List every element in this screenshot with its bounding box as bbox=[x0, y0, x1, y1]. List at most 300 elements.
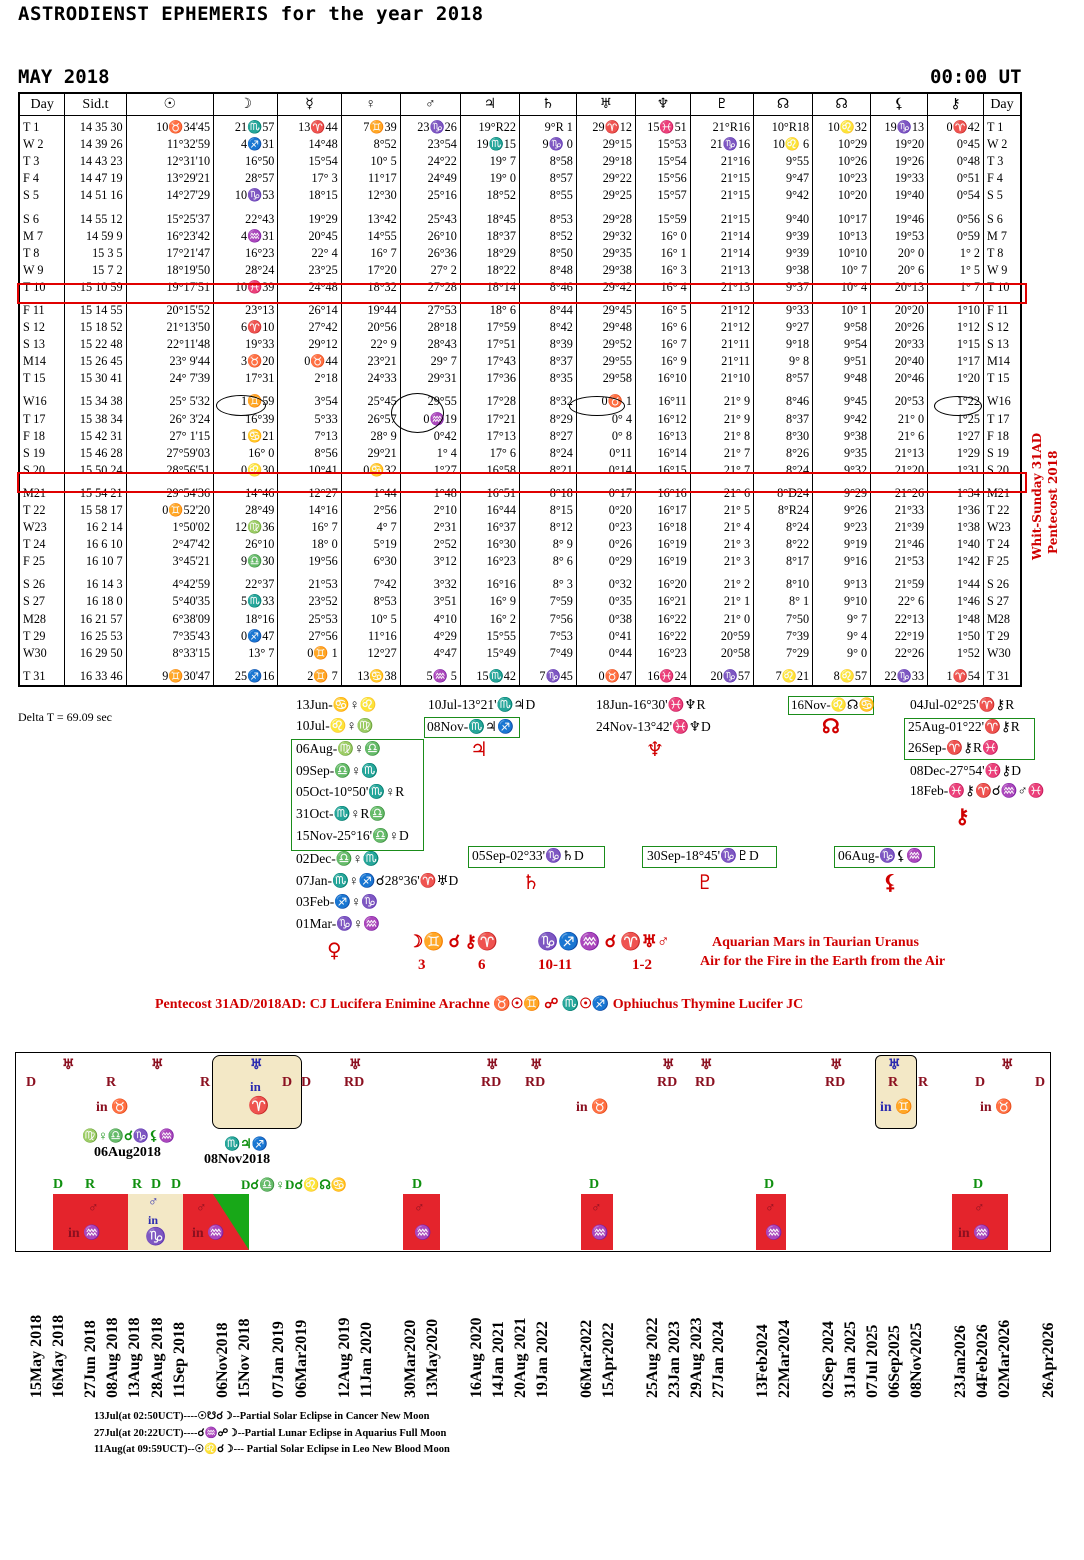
table-cell: 8°44 bbox=[519, 296, 576, 319]
venus-note-1: 13Jun-♋♀♌ bbox=[296, 697, 377, 712]
table-cell: 29°58 bbox=[576, 370, 635, 387]
table-cell: 9°29 bbox=[813, 479, 871, 502]
table-cell: 16°20 bbox=[635, 570, 690, 593]
table-cell: 27° 2 bbox=[400, 262, 460, 279]
table-cell: 5♏33 bbox=[214, 593, 278, 610]
table-cell: 27°53 bbox=[400, 296, 460, 319]
table-cell: 29°45 bbox=[576, 296, 635, 319]
table-cell: S 5 bbox=[19, 187, 65, 204]
chiron-after-2: 18Feb-♓⚷♈☌♒♂♓ bbox=[910, 783, 1045, 798]
table-cell: 22♑33 bbox=[871, 662, 928, 686]
table-cell: 15°57 bbox=[635, 187, 690, 204]
retro-label: R bbox=[918, 1075, 929, 1090]
table-cell: 15 14 55 bbox=[65, 296, 126, 319]
table-cell: 1°25 bbox=[928, 411, 984, 428]
table-cell: 9°32 bbox=[813, 462, 871, 479]
date-text: 06Sep2025 bbox=[886, 1325, 903, 1398]
table-cell: 27°56 bbox=[278, 628, 341, 645]
date-label bbox=[293, 1298, 313, 1398]
table-cell: 16°58 bbox=[460, 462, 519, 479]
eclipse-3: 11Aug(at 09:59UCT)--☉♌☌☽--- Partial Solar Eclipse in Leo New Blood Moon bbox=[94, 1444, 450, 1455]
table-row bbox=[19, 353, 1021, 370]
table-cell: 29°38 bbox=[576, 262, 635, 279]
date-text: 15Nov 2018 bbox=[236, 1318, 253, 1398]
table-cell: M28 bbox=[983, 611, 1021, 628]
table-cell: 15♓51 bbox=[635, 116, 690, 137]
table-cell: 16 29 50 bbox=[65, 645, 126, 662]
table-cell: 14 43 23 bbox=[65, 153, 126, 170]
table-cell: 8°24 bbox=[754, 462, 813, 479]
table-cell: T 8 bbox=[19, 245, 65, 262]
table-cell: 29°12 bbox=[278, 336, 341, 353]
column-header: ☽ bbox=[214, 93, 278, 116]
table-cell: 16°50 bbox=[214, 153, 278, 170]
table-cell: 9°38 bbox=[813, 428, 871, 445]
venus-note-2: 10Jul-♌♀♍ bbox=[296, 718, 374, 733]
date-text: 19Jan 2022 bbox=[534, 1321, 551, 1398]
table-cell: 8° 9 bbox=[519, 536, 576, 553]
table-cell: 10♌32 bbox=[813, 116, 871, 137]
table-cell: 19°40 bbox=[871, 187, 928, 204]
column-header: ⚸ bbox=[871, 93, 928, 116]
table-cell: 21°20 bbox=[871, 462, 928, 479]
table-cell: W16 bbox=[983, 387, 1021, 410]
table-cell: 9°47 bbox=[754, 170, 813, 187]
table-cell: 8°18 bbox=[519, 479, 576, 502]
mars-d: D bbox=[151, 1177, 162, 1192]
date-label bbox=[424, 1298, 444, 1398]
table-cell: 20°45 bbox=[278, 228, 341, 245]
pluto-icon: ♇ bbox=[696, 870, 714, 894]
table-cell: 1°48 bbox=[400, 479, 460, 502]
table-cell: 0°38 bbox=[576, 611, 635, 628]
table-cell: 17°21 bbox=[460, 411, 519, 428]
in-aquarius: in ♒ bbox=[192, 1226, 225, 1241]
mars-icon: ♂ bbox=[974, 1201, 985, 1216]
column-header: ♄ bbox=[519, 93, 576, 116]
mars-icon: ♂ bbox=[88, 1201, 99, 1216]
table-cell: 4° 7 bbox=[341, 519, 400, 536]
table-cell: 8°55 bbox=[519, 187, 576, 204]
column-header: ☊ bbox=[754, 93, 813, 116]
table-cell: 1°34 bbox=[928, 479, 984, 502]
table-cell: 6°30 bbox=[341, 553, 400, 570]
table-cell: 21°15 bbox=[690, 204, 753, 227]
mars-d: D bbox=[412, 1177, 423, 1192]
column-header: Day bbox=[983, 93, 1021, 116]
table-cell: 16°14 bbox=[635, 445, 690, 462]
chiron-box-1: 25Aug-01°22'♈⚷R bbox=[908, 719, 1020, 734]
table-cell: 12°27 bbox=[341, 645, 400, 662]
venus-after-4: 01Mar-♑♀♒ bbox=[296, 916, 380, 931]
table-cell: 27°42 bbox=[278, 319, 341, 336]
date-label bbox=[82, 1298, 102, 1398]
table-cell: 17°43 bbox=[460, 353, 519, 370]
table-cell: 17°28 bbox=[460, 387, 519, 410]
column-header: ♃ bbox=[460, 93, 519, 116]
table-cell: T 1 bbox=[983, 116, 1021, 137]
table-cell: 9°55 bbox=[754, 153, 813, 170]
table-cell: F 18 bbox=[983, 428, 1021, 445]
table-cell: 9°39 bbox=[754, 245, 813, 262]
saturn-box-text: 05Sep-02°33'♑♄D bbox=[472, 848, 584, 863]
date-label bbox=[214, 1298, 234, 1398]
table-row bbox=[19, 170, 1021, 187]
table-cell: T 31 bbox=[19, 662, 65, 686]
whitsun-line-1: Whit-Sunday 31AD bbox=[1030, 432, 1044, 560]
uranus-icon: ♅ bbox=[151, 1058, 164, 1073]
table-cell: 10°20 bbox=[813, 187, 871, 204]
table-cell: 9° 7 bbox=[813, 611, 871, 628]
table-row bbox=[19, 628, 1021, 645]
whitsun-line-2: Pentecost 2018 bbox=[1046, 450, 1060, 554]
table-row bbox=[19, 153, 1021, 170]
in-label: in bbox=[148, 1213, 159, 1227]
table-cell: 2°56 bbox=[341, 502, 400, 519]
aquarius-icon: ♒ bbox=[765, 1226, 783, 1241]
table-cell: 22° 6 bbox=[871, 593, 928, 610]
table-cell: 7°42 bbox=[341, 570, 400, 593]
table-row bbox=[19, 319, 1021, 336]
rd-label: RD bbox=[825, 1075, 846, 1090]
table-cell: M21 bbox=[19, 479, 65, 502]
table-cell: 4°42'59 bbox=[126, 570, 214, 593]
table-cell: 14°55 bbox=[341, 228, 400, 245]
table-cell: 14 39 26 bbox=[65, 136, 126, 153]
table-cell: 1°15 bbox=[928, 336, 984, 353]
table-cell: 10° 5 bbox=[341, 611, 400, 628]
table-cell: 20°53 bbox=[871, 387, 928, 410]
table-cell: F 4 bbox=[19, 170, 65, 187]
rd-label: RD bbox=[695, 1075, 716, 1090]
venus-after-1: 02Dec-♎♀♏ bbox=[296, 851, 380, 866]
table-cell: 7°50 bbox=[754, 611, 813, 628]
table-row bbox=[19, 593, 1021, 610]
table-cell: 1♊59 bbox=[214, 387, 278, 410]
table-cell: 7°29 bbox=[754, 645, 813, 662]
date-text: 29Aug 2023 bbox=[688, 1317, 705, 1398]
table-cell: 19°29 bbox=[278, 204, 341, 227]
table-cell: 10°26 bbox=[813, 153, 871, 170]
table-cell: 11°17 bbox=[341, 170, 400, 187]
table-cell: 15 7 2 bbox=[65, 262, 126, 279]
table-cell: 1° 4 bbox=[400, 445, 460, 462]
page-title: ASTRODIENST EPHEMERIS for the year 2018 bbox=[18, 3, 484, 25]
table-cell: 21°12 bbox=[690, 296, 753, 319]
table-cell: 21°14 bbox=[690, 245, 753, 262]
table-cell: 24°48 bbox=[278, 279, 341, 296]
table-cell: 10♉34'45 bbox=[126, 116, 214, 137]
table-cell: 9°42 bbox=[813, 411, 871, 428]
table-cell: 3°54 bbox=[278, 387, 341, 410]
column-header: Sid.t bbox=[65, 93, 126, 116]
table-cell: 20° 0 bbox=[871, 245, 928, 262]
table-cell: 9°51 bbox=[813, 353, 871, 370]
table-cell: 21°13 bbox=[690, 279, 753, 296]
table-cell: 6♈10 bbox=[214, 319, 278, 336]
table-cell: 3°51 bbox=[400, 593, 460, 610]
table-cell: 16° 1 bbox=[635, 245, 690, 262]
month-label: MAY 2018 bbox=[18, 66, 110, 88]
table-cell: 1° 5 bbox=[928, 262, 984, 279]
table-cell: 8°24 bbox=[519, 445, 576, 462]
rd-label: RD bbox=[657, 1075, 678, 1090]
table-cell: T 24 bbox=[983, 536, 1021, 553]
date-label bbox=[974, 1298, 994, 1398]
in-aquarius: in ♒ bbox=[68, 1226, 101, 1241]
table-cell: T 10 bbox=[19, 279, 65, 296]
column-header: ⚷ bbox=[928, 93, 984, 116]
table-cell: 8°29 bbox=[519, 411, 576, 428]
column-header: ☊ bbox=[813, 93, 871, 116]
table-cell: 23°25 bbox=[278, 262, 341, 279]
table-cell: 8°46 bbox=[519, 279, 576, 296]
table-cell: 7°13 bbox=[278, 428, 341, 445]
table-row bbox=[19, 570, 1021, 593]
table-cell: 8°42 bbox=[519, 319, 576, 336]
date-text: 15May 2018 bbox=[28, 1314, 45, 1398]
table-cell: 0°32 bbox=[576, 570, 635, 593]
table-row bbox=[19, 279, 1021, 296]
table-cell: 1°17 bbox=[928, 353, 984, 370]
date-text: 13Feb2024 bbox=[754, 1324, 771, 1398]
table-cell: 21♑16 bbox=[690, 136, 753, 153]
retro-label: R bbox=[106, 1075, 117, 1090]
table-cell: 20°58 bbox=[690, 645, 753, 662]
table-cell: 29♈12 bbox=[576, 116, 635, 137]
table-cell: 2°47'42 bbox=[126, 536, 214, 553]
table-cell: 16 25 53 bbox=[65, 628, 126, 645]
table-cell: F 25 bbox=[983, 553, 1021, 570]
table-cell: 22°19 bbox=[871, 628, 928, 645]
table-cell: 7°56 bbox=[519, 611, 576, 628]
rd-label: RD bbox=[344, 1075, 365, 1090]
table-cell: 16°23 bbox=[635, 645, 690, 662]
table-cell: 17° 6 bbox=[460, 445, 519, 462]
table-cell: 1°44 bbox=[928, 570, 984, 593]
table-cell: 26°57 bbox=[341, 411, 400, 428]
table-cell: 14 59 9 bbox=[65, 228, 126, 245]
table-cell: 19°26 bbox=[871, 153, 928, 170]
table-cell: 9°27 bbox=[754, 319, 813, 336]
mars-icon: ♂ bbox=[591, 1201, 602, 1216]
table-cell: 18°14 bbox=[460, 279, 519, 296]
uranus-icon: ♅ bbox=[700, 1058, 713, 1073]
table-cell: 11°16 bbox=[341, 628, 400, 645]
table-cell: 8°35 bbox=[519, 370, 576, 387]
mars-r: R bbox=[132, 1177, 143, 1192]
table-cell: 8°53 bbox=[341, 593, 400, 610]
venus-box-2: 09Sep-♎♀♏ bbox=[296, 763, 378, 778]
table-cell: 1°50'02 bbox=[126, 519, 214, 536]
table-cell: 0°23 bbox=[576, 519, 635, 536]
table-cell: 16 33 46 bbox=[65, 662, 126, 686]
table-cell: 5°19 bbox=[341, 536, 400, 553]
table-cell: 19°17'51 bbox=[126, 279, 214, 296]
uranus-icon: ♅ bbox=[486, 1058, 499, 1073]
table-cell: 10° 1 bbox=[813, 296, 871, 319]
chiron-note-1: 04Jul-02°25'♈⚷R bbox=[910, 697, 1015, 712]
table-cell: 16° 9 bbox=[460, 593, 519, 610]
table-cell: 16°39 bbox=[214, 411, 278, 428]
table-cell: 9°18 bbox=[754, 336, 813, 353]
table-row bbox=[19, 411, 1021, 428]
mars-d: D bbox=[171, 1177, 182, 1192]
table-cell: 9°33 bbox=[754, 296, 813, 319]
table-cell: S 5 bbox=[983, 187, 1021, 204]
table-cell: 10°10 bbox=[813, 245, 871, 262]
table-cell: 14 55 12 bbox=[65, 204, 126, 227]
table-cell: 8° 3 bbox=[519, 570, 576, 593]
table-cell: 28° 9 bbox=[341, 428, 400, 445]
table-cell: 0°42 bbox=[400, 428, 460, 445]
table-cell: 0♈42 bbox=[928, 116, 984, 137]
table-cell: 8°27 bbox=[519, 428, 576, 445]
date-label bbox=[104, 1298, 124, 1398]
table-cell: 8°15 bbox=[519, 502, 576, 519]
table-cell: 21°53 bbox=[871, 553, 928, 570]
table-row bbox=[19, 204, 1021, 227]
date-label bbox=[149, 1298, 169, 1398]
column-header: ♆ bbox=[635, 93, 690, 116]
table-cell: W 2 bbox=[983, 136, 1021, 153]
table-cell: 9°13 bbox=[813, 570, 871, 593]
in-taurus-1: in ♉ bbox=[96, 1100, 129, 1115]
table-cell: 21° 6 bbox=[871, 428, 928, 445]
date-text: 07Jan 2019 bbox=[270, 1321, 287, 1398]
table-cell: 9°54 bbox=[813, 336, 871, 353]
table-cell: 8°37 bbox=[754, 411, 813, 428]
table-cell: 17°51 bbox=[460, 336, 519, 353]
table-cell: 16°19 bbox=[635, 553, 690, 570]
table-cell: 15 30 41 bbox=[65, 370, 126, 387]
table-cell: 10° 4 bbox=[813, 279, 871, 296]
table-cell: 13♈44 bbox=[278, 116, 341, 137]
table-cell: 25°16 bbox=[400, 187, 460, 204]
table-cell: 13°29'21 bbox=[126, 170, 214, 187]
date-label bbox=[171, 1298, 191, 1398]
table-cell: 21°10 bbox=[690, 370, 753, 387]
mars-icon: ♂ bbox=[414, 1201, 425, 1216]
table-cell: 15°25'37 bbox=[126, 204, 214, 227]
table-cell: 15°49 bbox=[460, 645, 519, 662]
table-cell: 4°47 bbox=[400, 645, 460, 662]
table-cell: T 8 bbox=[983, 245, 1021, 262]
date-text: 28Aug 2018 bbox=[149, 1317, 166, 1398]
table-cell: 16° 5 bbox=[635, 296, 690, 319]
table-cell: 16° 2 bbox=[460, 611, 519, 628]
venus-box-3: 05Oct-10°50'♏♀R bbox=[296, 784, 405, 799]
date-label bbox=[126, 1298, 146, 1398]
table-cell: 8°46 bbox=[754, 387, 813, 410]
date-text: 30Mar2020 bbox=[402, 1319, 419, 1398]
table-cell: 16°23 bbox=[214, 245, 278, 262]
table-cell: 29°21 bbox=[341, 445, 400, 462]
table-cell: 16°44 bbox=[460, 502, 519, 519]
table-cell: 0♌30 bbox=[214, 462, 278, 479]
venus-box-1: 06Aug-♍♀♎ bbox=[296, 741, 381, 756]
retro-label: R bbox=[200, 1075, 211, 1090]
table-cell: M14 bbox=[19, 353, 65, 370]
in-aquarius: in ♒ bbox=[958, 1226, 991, 1241]
table-cell: 12°30 bbox=[341, 187, 400, 204]
table-cell: 15 18 52 bbox=[65, 319, 126, 336]
table-cell: T 22 bbox=[19, 502, 65, 519]
date-text: 31Jan 2025 bbox=[842, 1321, 859, 1398]
table-cell: 8°52 bbox=[519, 228, 576, 245]
table-cell: 12°31'10 bbox=[126, 153, 214, 170]
table-cell: 22° 9 bbox=[341, 336, 400, 353]
date-label bbox=[600, 1298, 620, 1398]
table-cell: 9°23 bbox=[813, 519, 871, 536]
node-box-text: 16Nov-♌☊♋ bbox=[791, 697, 875, 712]
in-taurus-2: in ♉ bbox=[576, 1100, 609, 1115]
table-cell: 16°23 bbox=[460, 553, 519, 570]
table-cell: 2°18 bbox=[278, 370, 341, 387]
table-cell: 1♋21 bbox=[214, 428, 278, 445]
date-label bbox=[490, 1298, 510, 1398]
table-cell: 15 38 34 bbox=[65, 411, 126, 428]
table-cell: 10° 7 bbox=[813, 262, 871, 279]
date-label bbox=[578, 1298, 598, 1398]
table-cell: 27°28 bbox=[400, 279, 460, 296]
nov-date: 08Nov2018 bbox=[204, 1152, 271, 1167]
table-cell: 15 3 5 bbox=[65, 245, 126, 262]
table-cell: 25°53 bbox=[278, 611, 341, 628]
direct-label: D bbox=[26, 1075, 37, 1090]
table-cell: S 19 bbox=[19, 445, 65, 462]
table-cell: 0°45 bbox=[928, 136, 984, 153]
table-cell: 19°33 bbox=[214, 336, 278, 353]
uranus-icon: ♅ bbox=[830, 1058, 843, 1073]
table-cell: 8°26 bbox=[754, 445, 813, 462]
table-cell: 10° 5 bbox=[341, 153, 400, 170]
table-row bbox=[19, 245, 1021, 262]
jupiter-box-text: 08Nov-♏♃♐ bbox=[427, 719, 514, 734]
table-cell: 16°22 bbox=[635, 611, 690, 628]
table-cell: 10♑53 bbox=[214, 187, 278, 204]
table-cell: 14 51 16 bbox=[65, 187, 126, 204]
table-cell: 13♋38 bbox=[341, 662, 400, 686]
table-row bbox=[19, 645, 1021, 662]
table-cell: 10°29 bbox=[813, 136, 871, 153]
table-cell: 28°24 bbox=[214, 262, 278, 279]
table-cell: S 26 bbox=[983, 570, 1021, 593]
table-cell: 29°55 bbox=[400, 387, 460, 410]
date-label bbox=[468, 1298, 488, 1398]
date-label bbox=[644, 1298, 664, 1398]
table-cell: 4♒31 bbox=[214, 228, 278, 245]
table-cell: 10♌ 6 bbox=[754, 136, 813, 153]
table-cell: W30 bbox=[19, 645, 65, 662]
table-cell: 8°52 bbox=[341, 136, 400, 153]
table-cell: 8°32 bbox=[519, 387, 576, 410]
table-cell: 21°15 bbox=[690, 187, 753, 204]
neptune-note-1: 18Jun-16°30'♓♆R bbox=[596, 697, 706, 712]
neptune-icon: ♆ bbox=[646, 737, 664, 761]
date-label bbox=[710, 1298, 730, 1398]
table-cell: T 1 bbox=[19, 116, 65, 137]
chiron-box-2: 26Sep-♈⚷R♓ bbox=[908, 740, 999, 755]
table-cell: M 7 bbox=[19, 228, 65, 245]
table-cell: 0°44 bbox=[576, 645, 635, 662]
table-cell: F 4 bbox=[983, 170, 1021, 187]
table-cell: 16 10 7 bbox=[65, 553, 126, 570]
table-cell: 21° 9 bbox=[690, 387, 753, 410]
table-cell: 15 58 17 bbox=[65, 502, 126, 519]
table-cell: 5°33 bbox=[278, 411, 341, 428]
table-cell: 20°20 bbox=[871, 296, 928, 319]
